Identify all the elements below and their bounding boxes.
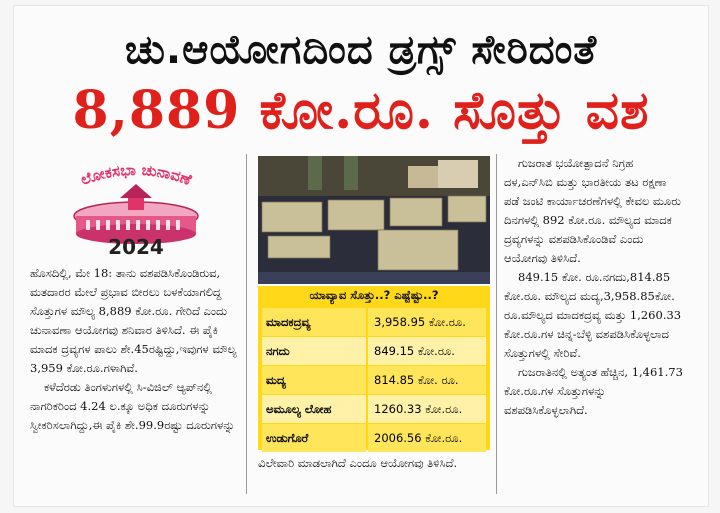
row-label: ನಗದು: [262, 337, 366, 365]
table-row: [262, 366, 486, 394]
table-title: ಯಾವ್ಯಾವ ಸೊತ್ತು..? ಎಷ್ಟೆಷ್ಟು..?: [309, 288, 439, 302]
table-row: [262, 395, 486, 423]
cash-bundles-image: [258, 156, 490, 284]
headline-line-1: ಚು.ಆಯೋಗದಿಂದ ಡ್ರಗ್ಸ್ ಸೇರಿದಂತೆ: [124, 27, 598, 73]
newspaper-clipping: [14, 6, 708, 506]
row-value: 814.85 ಕೋ. ರೂ.: [368, 366, 486, 394]
article-paragraph: 849.15 ಕೋ. ರೂ.ನಗದು,814.85 ಕೋ.ರೂ. ಮೌಲ್ಯದ ಮದ್ಯ,3,958.85ಕೋ. ರೂ.ಮೌಲ್ಯದ ಮಾದಕದ್ರವ್ಯ ಮತ್ತು 1,260.33 ಕೋ.ರೂ.ಗಳ ಚಿನ್ನ-ಬೆಳ್ಳಿ ವಶಪಡಿಸಿಕೊಳ್ಳಲಾದ ಸೊತ್ತುಗಳಲ್ಲಿ ಸೇರಿವೆ.: [504, 270, 682, 360]
column-divider-1: [246, 154, 247, 494]
logo-year: 2024: [108, 235, 164, 259]
row-label: ಉಡುಗೊರೆ: [262, 424, 366, 452]
article-column-2-text: [258, 454, 490, 473]
election-logo: [32, 154, 240, 260]
headline-line-2: 8,889 ಕೋ.ರೂ. ಸೊತ್ತು ವಶ: [72, 80, 650, 141]
seized-cash-photo: [258, 156, 490, 284]
article-paragraph: ಕಳೆದೆರಡು ತಿಂಗಳುಗಳಲ್ಲಿ ಸಿ-ವಿಜಿಲ್ ಆ್ಯಪ್‌ನಲ್ಲಿ ನಾಗರಿಕರಿಂದ 4.24 ಲ.ಕ್ಕೂ ಅಧಿಕ ದೂರುಗಳನ್ನು ಸ್ವೀಕರಿಸಲಾಗಿದ್ದು,ಈ ಪೈಕಿ ಶೇ.99.9ರಷ್ಟು ದೂರುಗಳನ್ನು: [30, 380, 235, 432]
row-value: 1260.33 ಕೋ.ರೂ.: [368, 395, 486, 423]
row-label: ಮದ್ಯ: [262, 366, 366, 394]
row-value: 2006.56 ಕೋ.ರೂ.: [368, 424, 486, 452]
row-value: 849.15 ಕೋ.ರೂ.: [368, 337, 486, 365]
article-paragraph: ಗುಜರಾತಿನಲ್ಲಿ ಅತ್ಯಂತ ಹೆಚ್ಚಿನ, 1,461.73 ಕೋ.ರೂ.ಗಳ ಸೊತ್ತುಗಳನ್ನು ವಶಪಡಿಸಿಕೊಳ್ಳಲಾಗಿದೆ.: [504, 365, 683, 417]
article-paragraph: ಗುಜರಾತ ಭಯೋತ್ಪಾದನೆ ನಿಗ್ರಹ ದಳ,ಎನ್‌ಸಿಬಿ ಮತ್ತು ಭಾರತೀಯ ತಟ ರಕ್ಷಣಾ ಪಡೆ ಜಂಟಿ ಕಾರ್ಯಾಚರಣೆಗಳಲ್ಲಿ ಕೇವಲ ಮೂರು ದಿನಗಳಲ್ಲಿ 892 ಕೋ.ರೂ. ಮೌಲ್ಯದ ಮಾದಕ ದ್ರವ್ಯಗಳನ್ನು ವಶಪಡಿಸಿಕೊಂಡಿವೆ ಎಂದು ಆಯೋಗವು ತಿಳಿಸಿದೆ.: [504, 156, 681, 265]
row-label: ಅಮೂಲ್ಯ ಲೋಹ: [262, 395, 366, 423]
table-row: [262, 424, 486, 452]
table-row: [262, 308, 486, 336]
seizure-table: [258, 286, 490, 450]
logo-arc-text: ಲೋಕಸಭಾ ಚುನಾವಣೆ: [78, 160, 194, 189]
table-rows: [262, 308, 486, 453]
table-row: [262, 337, 486, 365]
article-column-3: [504, 154, 684, 420]
article-paragraph: ವಿಲೇವಾರಿ ಮಾಡಲಾಗಿದೆ ಎಂದೂ ಆಯೋಗವು ತಿಳಿಸಿದೆ.: [258, 456, 458, 470]
article-column-1: [30, 264, 245, 435]
row-label: ಮಾದಕದ್ರವ್ಯ: [262, 308, 366, 336]
row-value: 3,958.95 ಕೋ.ರೂ.: [368, 308, 486, 336]
article-paragraph: ಹೊಸದಿಲ್ಲಿ, ಮೇ 18: ತಾನು ವಶಪಡಿಸಿಕೊಂಡಿರುವ, ಮತದಾರರ ಮೇಲೆ ಪ್ರಭಾವ ಬೀರಲು ಬಳಕೆಯಾಗಲಿದ್ದ ಸೊತ್ತುಗಳ ಮೌಲ್ಯ 8,889 ಕೋ.ರೂ. ಗೇರಿದೆ ಎಂದು ಚುನಾವಣಾ ಆಯೋಗವು ಶನಿವಾರ ತಿಳಿಸಿದೆ. ಈ ಪೈಕಿ ಮಾದಕ ದ್ರವ್ಯಗಳ ಪಾಲು ಶೇ.45ರಷ್ಟಿದ್ದು,ಇವುಗಳ ಮೌಲ್ಯ 3,959 ಕೋ.ರೂ.ಗಳಾಗಿವೆ.: [30, 266, 237, 375]
parliament-logo-graphic: [32, 154, 240, 260]
column-divider-2: [496, 154, 497, 494]
